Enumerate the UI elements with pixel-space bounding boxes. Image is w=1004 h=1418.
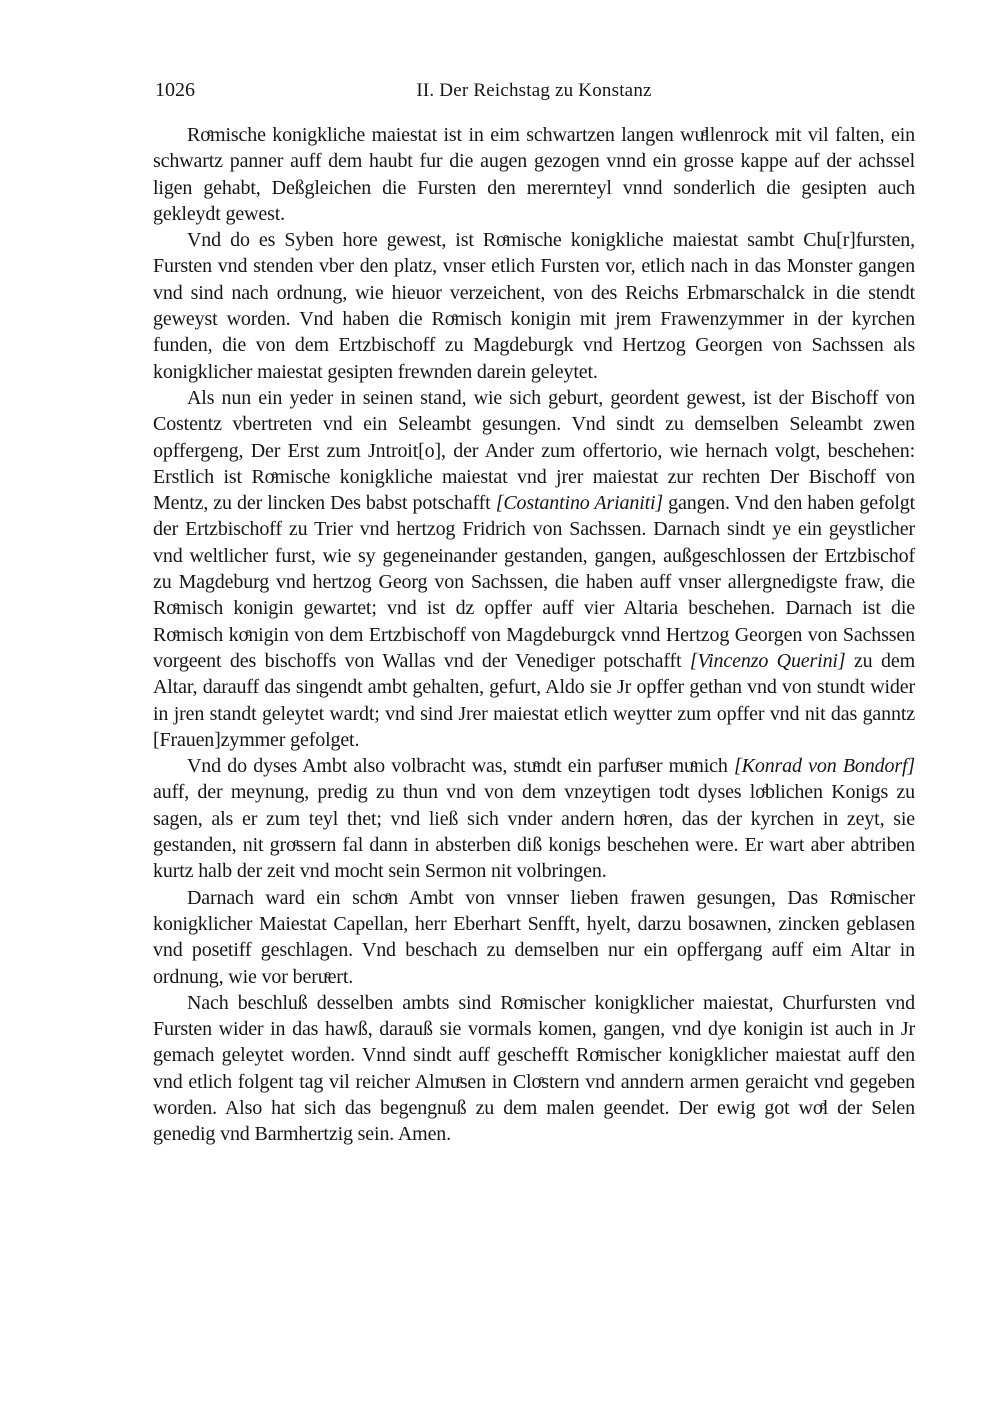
paragraph: [153, 122, 915, 227]
text-segment: zu dem Altar, darauff das singendt ambt gehalten, gefurt, Aldo sie Jr opffer gethan vnd von stundt wider in jren standt geleytet wardt; vnd sind Jrer maiestat etlich weytter zum opffer vnd nit das ganntz [Frauen]zymmer gefolget.: [153, 649, 915, 751]
text-segment: Als nun ein yeder in seinen stand, wie sich geburt, geordent gewest, ist der Bischoff von Costentz vbertreten vnd ein Seleambt gesungen. Vnd sindt zu demselben Seleambt zwen opffergeng, Der Erst zum Jntroit[o], der Ander zum offertorio, wie hernach volgt, beschehen: Erstlich ist Roͤmische konigkliche maiestat vnd jrer maiestat zur rechten Der Bischoff von Mentz, zu der lincken Des babst potschafft: [153, 386, 915, 515]
text-segment: auff, der meynung, predig zu thun vnd von dem vnzeytigen todt dyses loͤblichen Konigs zu sagen, als er zum teyl thet; vnd ließ sich vnder andern hoͤren, das der kyrchen in zeyt, sie gestanden, nit groͤssern fal dann in absterben diß konigs beschehen were. Er wart aber abtriben kurtz halb der zeit vnd mocht sein Sermon nit volbringen.: [153, 781, 915, 883]
text-segment: Vnd do es Syben hore gewest, ist Roͤmische konigkliche maiestat sambt Chu[r]fursten, Fursten vnd stenden vber den platz, vnser etlich Fursten vor, etlich nach in das Monster gangen vnd sind nach ordnung, wie hieuor verzeichent, von des Reichs Erbmarschalck in die stendt geweyst worden. Vnd haben die Roͤmisch konigin mit jrem Frawenzymmer in der kyrchen funden, die von dem Ertzbischoff zu Magdeburgk vnd Hertzog Georgen von Sachssen als konigklicher maiestat gesipten frewnden darein geleytet.: [153, 229, 915, 383]
page-number: 1026: [155, 79, 195, 101]
page-header: [153, 78, 915, 102]
paragraph: [153, 990, 915, 1148]
paragraph: [153, 385, 915, 753]
text-segment: Roͤmische konigkliche maiestat ist in eim schwartzen langen wuͤllenrock mit vil falten, ein schwartz panner auff dem haubt fur die augen gezogen vnnd ein grosse kappe auf der achssel ligen gehabt, Deßgleichen die Fursten den merernteyl vnnd sonderlich die gesipten auch gekleydt gewest.: [153, 124, 915, 225]
text-block: [153, 78, 915, 1148]
text-segment: Vnd do dyses Ambt also volbracht was, stuͤndt ein parfuͤser muͤnich: [187, 755, 735, 778]
editorial-insertion: [Costantino Arianiti]: [495, 492, 664, 515]
text-segment: gangen. Vnd den haben gefolgt der Ertzbischoff zu Trier vnd hertzog Fridrich von Sachssen. Darnach sindt ye ein geystlicher vnd weltlicher furst, wie sy gegeneinander gestanden, gangen, außgeschlossen der Ertzbischof zu Magdeburg vnd hertzog Georg von Sachssen, die haben auff vnser allergnedigste fraw, die Roͤmisch konigin gewartet; vnd ist dz opffer auff vier Altaria beschehen. Darnach ist die Roͤmisch koͤnigin von dem Ertzbischoff von Magdeburgck vnnd Hertzog Georgen von Sachssen vorgeent des bischoffs von Wallas vnd der Venediger potschafft: [153, 492, 916, 672]
paragraph: [153, 885, 915, 990]
running-header-title: II. Der Reichstag zu Konstanz: [416, 80, 652, 101]
text-segment: Darnach ward ein schoͤn Ambt von vnnser lieben frawen gesungen, Das Roͤmischer konigklicher Maiestat Capellan, herr Eberhart Senfft, hyelt, darzu bosawnen, zincken geblasen vnd posetiff geschlagen. Vnd beschach zu demselben nur ein opffergang auff eim Altar in ordnung, wie vor beruͤert.: [153, 886, 915, 988]
editorial-insertion: [Konrad von Bondorf]: [734, 755, 915, 778]
paragraph: [153, 753, 915, 884]
text-segment: Nach beschluß desselben ambts sind Roͤmischer konigklicher maiestat, Churfursten vnd Fursten wider in das hawß, darauß sie vormals komen, gangen, vnd dye konigin ist auch in Jr gemach geleytet worden. Vnnd sindt auff geschefft Roͤmischer konigklicher maiestat auff den vnd etlich folgent tag vil reicher Almuͤsen in Cloͤstern vnd anndern armen geraicht vnd gegeben worden. Also hat sich das begengnuß zu dem malen geendet. Der ewig got woͤl der Selen genedig vnd Barmhertzig sein. Amen.: [153, 991, 915, 1146]
editorial-insertion: [Vincenzo Querini]: [689, 649, 846, 672]
paragraph: [153, 227, 915, 385]
page-body: [153, 122, 915, 1148]
